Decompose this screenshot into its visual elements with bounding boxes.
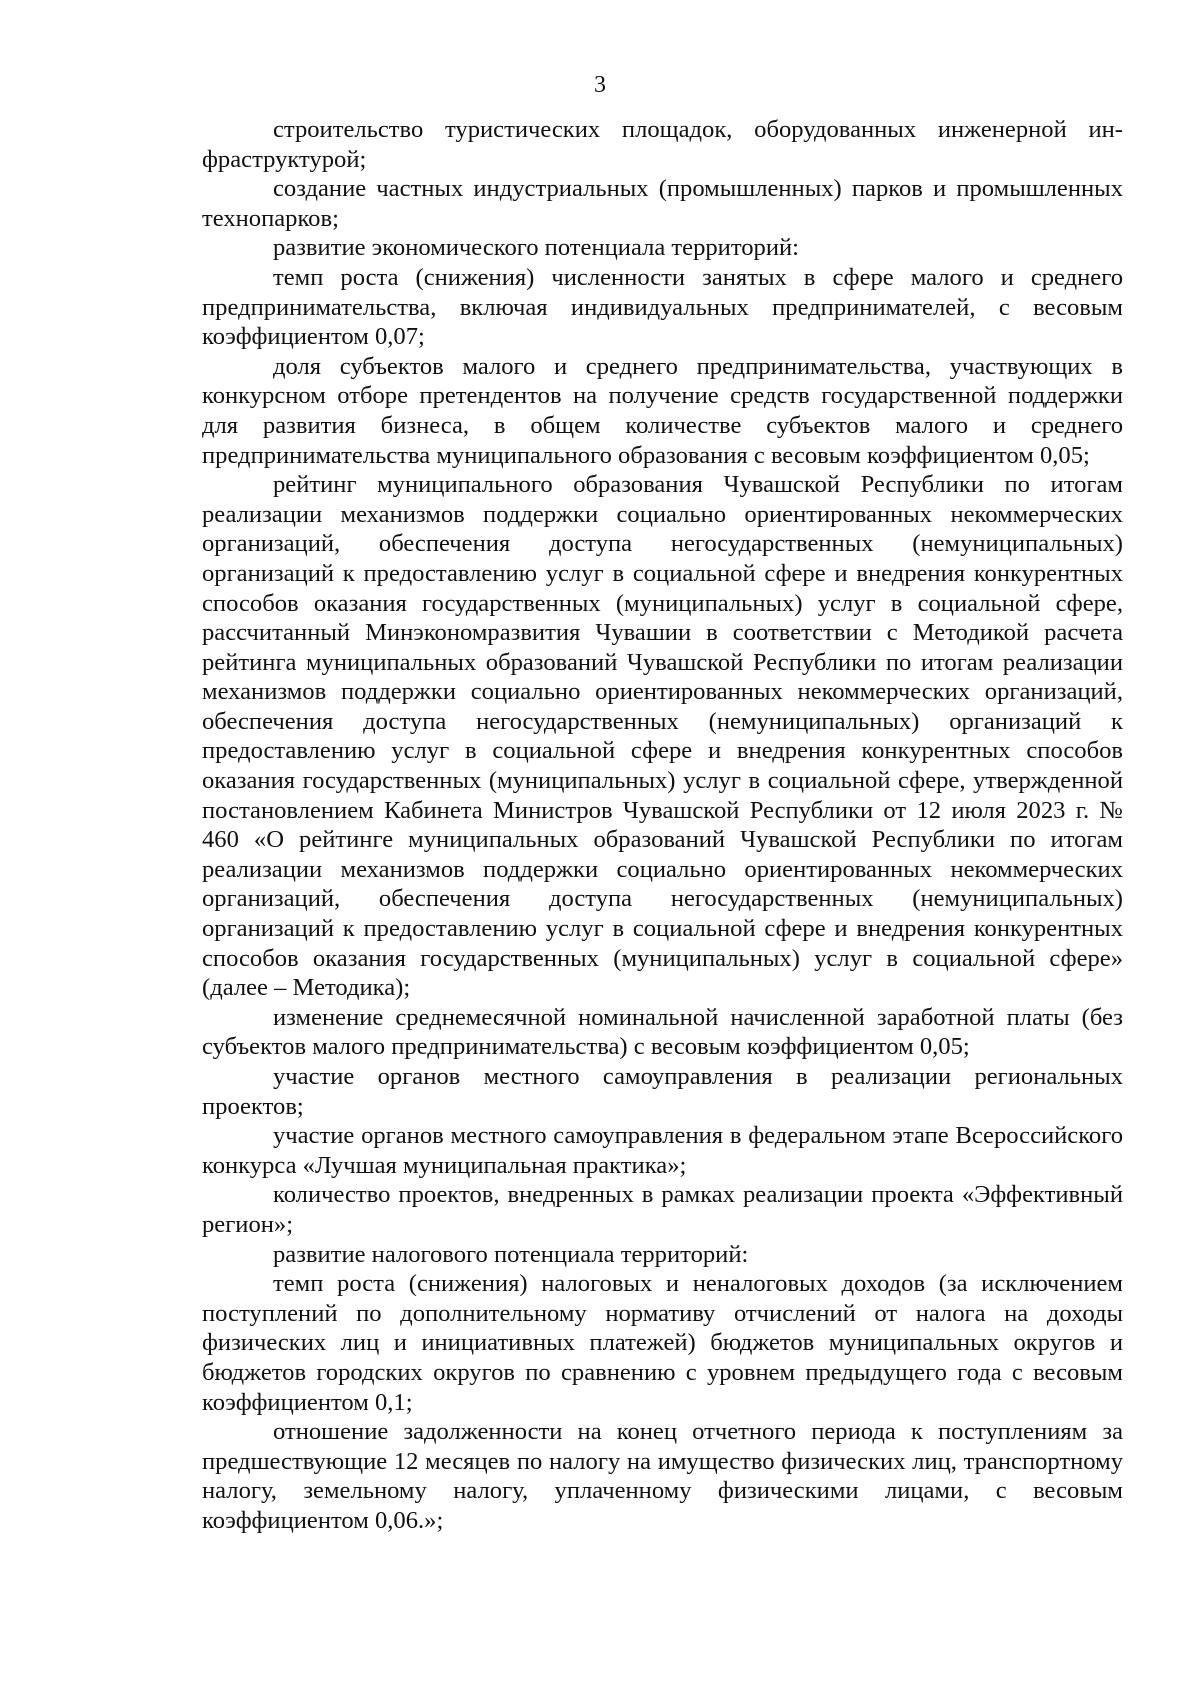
document-body <box>202 115 1123 1536</box>
paragraph-economic-potential-heading: развитие экономического потенциала территорий: <box>273 234 800 262</box>
paragraph-tax-revenue-growth: темп роста (снижения) налоговых и неналоговых доходов (за исключением поступлений по дополнительному нормативу отчислений от налога на доходы физических лиц и инициативных платежей) бюджетов муниципальных округов и бюджетов городских округов по сравнению с уровнем предыдущего года с весовым коэффициентом 0,1; <box>202 1270 1123 1416</box>
paragraph-average-wage: изменение среднемесячной номинальной начисленной заработной платы (без субъектов малого предпринимательства) с весовым коэффициентом 0,05; <box>202 1003 1123 1061</box>
paragraph-sme-share: доля субъектов малого и среднего предпринимательства, участвующих в конкурсном отборе претендентов на получение средств государственной поддержки для развития бизнеса, в общем количестве субъектов малого и среднего предпринимательства муниципального образования с весовым коэффициентом 0,05; <box>202 352 1123 469</box>
paragraph-municipal-rating: рейтинг муниципального образования Чувашской Республики по итогам реализации механизмов поддержки социально ориентированных некоммерческих организаций, обеспечения доступа негосударственных (немуниципальных) организаций к предоставлению услуг в социальной сфере и внедрения конкурентных способов оказания государственных (муниципальных) услуг в социальной сфере, рассчитанный Минэкономразвития Чувашии в соответствии с Методикой расчета рейтинга муниципальных образований Чувашской Республики по итогам реализации механизмов поддержки социально ориентированных некоммерческих организаций, обеспечения доступа негосударственных (немуниципальных) организаций к предоставлению услуг в социальной сфере и внедрения конкурентных способов оказания государственных (муниципальных) услуг в социальной сфере, утвержденной постановлением Кабинета Министров Чувашской Республики от 12 июля 2023 г. № 460 «О рейтинге муниципальных образований Чувашской Республики по итогам реализации механизмов поддержки социально ориентированных некоммерческих организаций, обеспечения доступа негосударственных (немуниципальных) организаций к предоставлению услуг в социальной сфере и внедрения конкурентных способов оказания государственных (муниципальных) услуг в социальной сфере» (далее – Методика); <box>202 471 1123 1002</box>
paragraph-tax-debt-ratio: отношение задолженности на конец отчетного периода к поступлениям за предшествующие 12 месяцев по налогу на имущество физических лиц, транспортному налогу, земельному налогу, уплаченному физическими лицами, с весовым коэффициентом 0,06.»; <box>202 1418 1123 1534</box>
paragraph-tourist-sites: строительство туристических площадок, оборудованных инженерной инфраструктурой; <box>202 116 1123 173</box>
paragraph-industrial-parks: создание частных индустриальных (промышленных) парков и промышленных технопарков; <box>202 175 1123 232</box>
page-number: 3 <box>594 72 606 98</box>
paragraph-employment-growth: темп роста (снижения) численности занятых в сфере малого и среднего предпринимательства, включая индивидуальных предпринимателей, с весовым коэффициентом 0,07; <box>202 263 1123 351</box>
paragraph-municipal-practice-contest: участие органов местного самоуправления в федеральном этапе Всероссийского конкурса «Лучшая муниципальная практика»; <box>202 1122 1123 1179</box>
paragraph-effective-region: количество проектов, внедренных в рамках реализации проекта «Эффективный регион»; <box>202 1181 1123 1238</box>
paragraph-tax-potential-heading: развитие налогового потенциала территорий: <box>273 1240 749 1268</box>
paragraph-regional-projects: участие органов местного самоуправления в реализации региональных проектов; <box>202 1063 1123 1120</box>
